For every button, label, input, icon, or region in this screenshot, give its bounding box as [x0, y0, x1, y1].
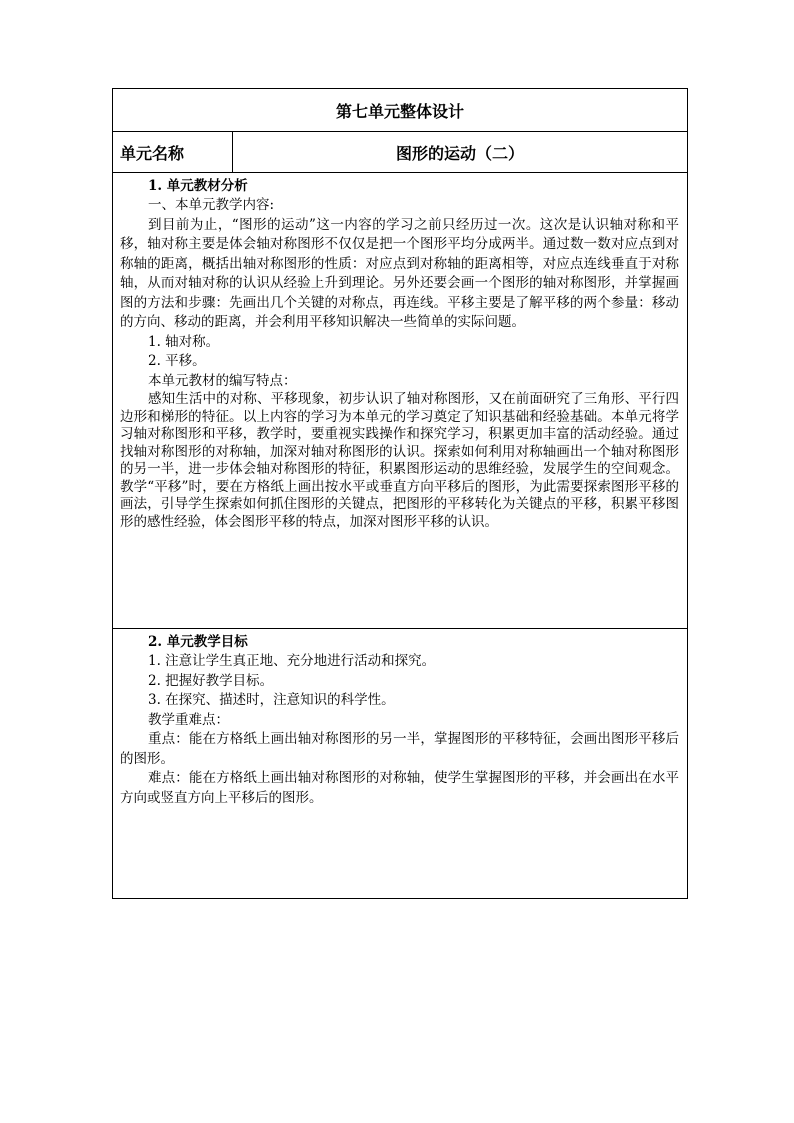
section1-heading: 1. 单元教材分析: [148, 178, 248, 194]
section1-paragraph: 本单元教材的编写特点：: [148, 372, 297, 389]
section2-paragraph: 1. 注意让学生真正地、充分地进行活动和探究。: [148, 653, 436, 669]
section1-paragraph: 到目前为止，“图形的运动”这一内容的学习之前只经历过一次。这次是认识轴对称和平移，轴对称主要是体会轴对称图形不仅仅是把一个图形平均分成两半。通过数一数对应点到对称轴的距离，概括出轴对称图形的性质：对应点到对称轴的距离相等，对应点连线垂直于对称轴，从而对轴对称的认识从经验上升到理论。另外还要会画一个图形的轴对称图形，并掌握画图的方法和步骤：先画出几个关键的对称点，再连线。平移主要是了解平移的两个参量：移动的方向、移动的距离，并会利用平移知识解决一些简单的实际问题。: [120, 216, 679, 330]
section-teaching-goals: [113, 629, 687, 898]
unit-name-value: 图形的运动（二）: [395, 143, 524, 163]
section2-paragraph: 3. 在探究、描述时，注意知识的科学性。: [148, 692, 395, 708]
section1-paragraph: 一、本单元教学内容:: [148, 197, 275, 213]
section1-paragraph: 1. 轴对称。: [148, 333, 220, 350]
section1-paragraph: 2. 平移。: [148, 353, 206, 369]
unit-design-table: [112, 88, 688, 899]
section2-paragraph: 难点：能在方格纸上画出轴对称图形的对称轴，使学生掌握图形的平移，并会画出在水平方向或竖直方向上平移后的图形。: [120, 770, 679, 806]
document-title: 第七单元整体设计: [113, 89, 687, 132]
unit-name-row: [113, 132, 687, 173]
section2-paragraph: 2. 把握好教学目标。: [148, 672, 274, 689]
section2-paragraph: 重点：能在方格纸上画出轴对称图形的另一半，掌握图形的平移特征，会画出图形平移后的图形。: [120, 731, 679, 767]
section2-heading: 2. 单元教学目标: [148, 634, 248, 650]
section-material-analysis: [113, 173, 687, 629]
section2-paragraph: 教学重难点：: [148, 711, 229, 728]
section1-paragraph: 感知生活中的对称、平移现象，初步认识了轴对称图形，又在前面研究了三角形、平行四边形和梯形的特征。以上内容的学习为本单元的学习奠定了知识基础和经验基础。本单元将学习轴对称图形和平移，教学时，要重视实践操作和探究学习，积累更加丰富的活动经验。通过找轴对称图形的对称轴，加深对轴对称图形的认识。探索如何利用对称轴画出一个轴对称图形的另一半，进一步体会轴对称图形的特征，积累图形运动的思维经验，发展学生的空间观念。教学“平移”时，要在方格纸上画出按水平或垂直方向平移后的图形，为此需要探索图形平移的画法，引导学生探索如何抓住图形的关键点，把图形的平移转化为关键点的平移，积累平移图形的感性经验，体会图形平移的特点，加深对图形平移的认识。: [120, 391, 679, 530]
unit-name-label: 单元名称: [113, 132, 233, 172]
